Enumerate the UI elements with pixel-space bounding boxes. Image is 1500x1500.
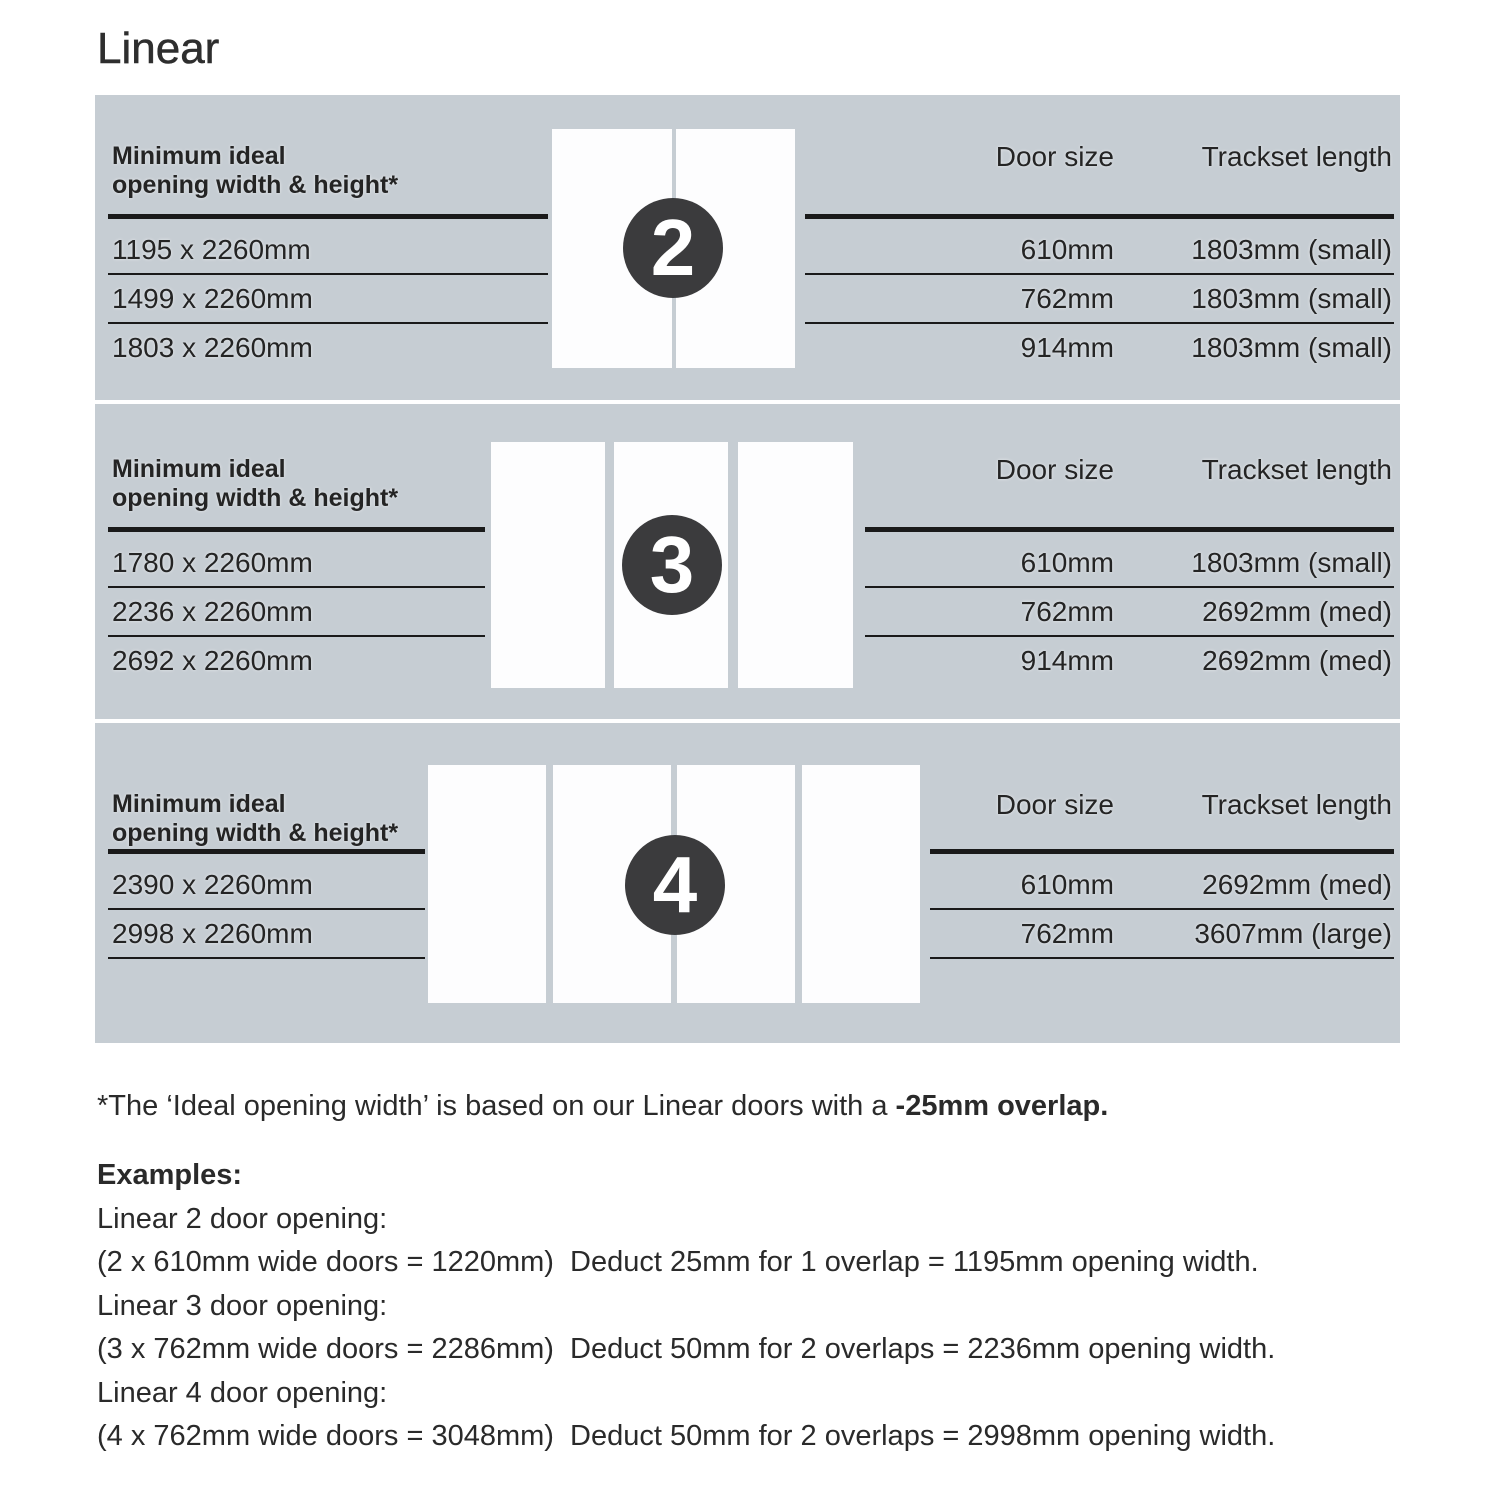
trackset-length-header: Trackset length — [1201, 454, 1392, 485]
example-line: Linear 4 door opening: — [97, 1376, 388, 1409]
door-size-header: Door size — [995, 141, 1114, 172]
footnote-bold-text: -25mm overlap. — [895, 1090, 1109, 1122]
example-line: Linear 2 door opening: — [97, 1202, 388, 1235]
size-table-header — [805, 142, 1394, 172]
min-opening-header-line1: Minimum ideal — [112, 455, 286, 483]
door-panel — [491, 442, 605, 688]
door-size-header: Door size — [995, 454, 1114, 485]
min-opening-row: 2236 x 2260mm — [108, 586, 485, 635]
door-size-cell: 610mm — [1020, 868, 1114, 900]
door-size-cell: 762mm — [1020, 595, 1114, 627]
min-opening-row: 1780 x 2260mm — [112, 546, 313, 578]
min-opening-row: 2390 x 2260mm — [108, 861, 425, 910]
size-table-header — [930, 790, 1394, 820]
min-opening-header — [112, 455, 398, 513]
door-size-cell: 610mm — [1020, 233, 1114, 265]
min-opening-header-line2: opening width & height* — [112, 171, 399, 199]
min-opening-row: 2692 x 2260mm — [108, 635, 485, 684]
door-panel — [802, 765, 920, 1003]
min-opening-table — [108, 527, 485, 684]
min-opening-row: 1195 x 2260mm — [112, 233, 311, 265]
trackset-length-header: Trackset length — [1201, 789, 1392, 820]
trackset-length-cell: 1803mm (small) — [1191, 546, 1392, 578]
door-panel — [738, 442, 853, 688]
example-line: (4 x 762mm wide doors = 3048mm) Deduct 50mm for 2 overlaps = 2998mm opening width. — [97, 1420, 1276, 1452]
door-size-cell: 762mm — [1020, 917, 1114, 949]
trackset-length-cell: 2692mm (med) — [1202, 644, 1392, 676]
trackset-length-header: Trackset length — [1201, 141, 1392, 172]
size-table — [805, 214, 1394, 371]
door-size-cell: 762mm — [1020, 282, 1114, 314]
footnote — [97, 1087, 1108, 1125]
example-line: (3 x 762mm wide doors = 2286mm) Deduct 50mm for 2 overlaps = 2236mm opening width. — [97, 1333, 1276, 1365]
trackset-length-cell: 1803mm (small) — [1191, 233, 1392, 265]
door-count-badge: 2 — [623, 198, 723, 298]
door-count-badge: 3 — [622, 515, 722, 615]
door-size-cell: 914mm — [1020, 644, 1114, 676]
size-guide-panel — [95, 95, 1400, 1043]
trackset-length-cell: 1803mm (small) — [1191, 331, 1392, 363]
size-table-row — [865, 539, 1394, 586]
trackset-length-cell: 2692mm (med) — [1202, 868, 1392, 900]
page-title: Linear — [97, 24, 220, 73]
section-divider — [95, 719, 1400, 723]
trackset-length-cell: 2692mm (med) — [1202, 595, 1392, 627]
size-table — [865, 527, 1394, 684]
example-line: Linear 3 door opening: — [97, 1289, 388, 1322]
trackset-length-cell: 3607mm (large) — [1194, 917, 1392, 949]
size-table-row — [865, 635, 1394, 684]
min-opening-table — [108, 849, 425, 959]
example-line: (2 x 610mm wide doors = 1220mm) Deduct 25mm for 1 overlap = 1195mm opening width. — [97, 1246, 1259, 1278]
min-opening-row: 2998 x 2260mm — [108, 910, 425, 959]
min-opening-header-line1: Minimum ideal — [112, 142, 286, 170]
min-opening-header-line2: opening width & height* — [112, 484, 399, 512]
door-panel — [428, 765, 546, 1003]
min-opening-header-line1: Minimum ideal — [112, 790, 286, 818]
door-count-badge: 4 — [625, 835, 725, 935]
door-size-cell: 914mm — [1020, 331, 1114, 363]
min-opening-row: 1499 x 2260mm — [108, 273, 548, 322]
size-table-row — [805, 273, 1394, 322]
trackset-length-cell: 1803mm (small) — [1191, 282, 1392, 314]
min-opening-header — [112, 142, 398, 200]
size-table — [930, 849, 1394, 959]
door-size-cell: 610mm — [1020, 546, 1114, 578]
size-table-row — [930, 910, 1394, 959]
size-table-row — [805, 226, 1394, 273]
size-table-row — [930, 861, 1394, 910]
size-table-row — [865, 586, 1394, 635]
min-opening-row: 1803 x 2260mm — [108, 322, 548, 371]
section-divider — [95, 400, 1400, 404]
min-opening-header-line2: opening width & height* — [112, 819, 399, 847]
footnote-text: *The ‘Ideal opening width’ is based on our Linear doors with a — [97, 1090, 896, 1122]
min-opening-table — [108, 214, 548, 371]
examples-heading: Examples: — [97, 1159, 243, 1191]
examples-block — [97, 1154, 1275, 1459]
min-opening-header — [112, 790, 398, 848]
size-table-header — [865, 455, 1394, 485]
door-size-header: Door size — [995, 789, 1114, 820]
size-table-row — [805, 322, 1394, 371]
